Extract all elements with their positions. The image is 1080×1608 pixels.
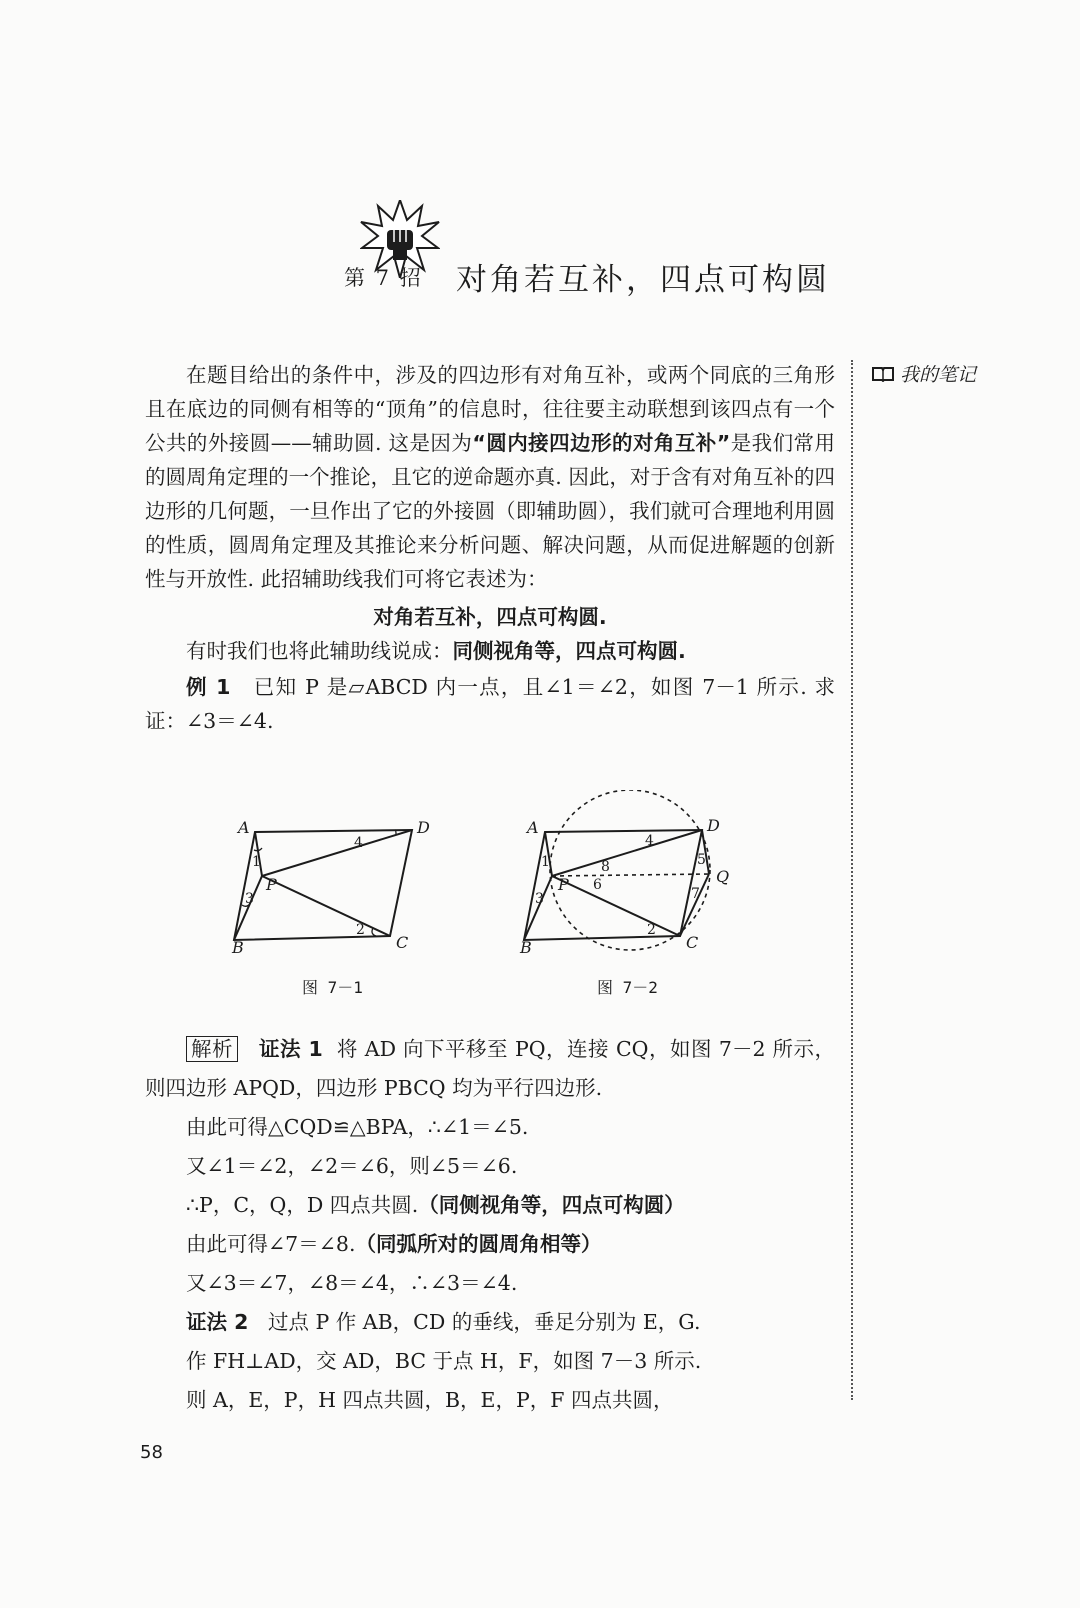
solution-line-4-text: ∴P，C，Q，D 四点共圆.: [186, 1193, 419, 1217]
label-p: P: [266, 875, 277, 894]
angle-label-1: 1: [541, 854, 550, 870]
segment-pd: [552, 830, 702, 876]
solution-line-2: 由此可得△CQD≌△BPA，∴∠1＝∠5.: [186, 1115, 529, 1139]
angle-label-5: 5: [697, 852, 706, 868]
solution-line-9: 则 A，E，P，H 四点共圆，B，E，P，F 四点共圆，: [186, 1388, 674, 1412]
label-b: B: [232, 938, 244, 957]
motto: 对角若互补，四点可构圆.: [373, 605, 607, 629]
segment-bp: [524, 876, 552, 940]
alt-prefix: 有时我们也将此辅助线说成：: [186, 639, 453, 663]
solution-line-7: 过点 P 作 AB，CD 的垂线，垂足分别为 E，G.: [267, 1310, 701, 1334]
solution-line-1: 将 AD 向下平移至 PQ，连接 CQ，如图 7－2 所示，则四边形 APQD，四边形 PBCQ 均为平行四边形.: [145, 1037, 835, 1100]
angle-label-2: 2: [647, 922, 656, 938]
solution-section: [145, 1030, 835, 1420]
intro-emphasis: “圆内接四边形的对角互补”: [472, 431, 731, 455]
chapter-title: 对角若互补，四点可构圆: [456, 262, 830, 298]
angle-4-arc: [395, 830, 396, 834]
label-p: P: [558, 875, 569, 894]
example-text: 已知 P 是▱ABCD 内一点，且∠1＝∠2，如图 7－1 所示. 求证：∠3＝∠4.: [145, 675, 835, 733]
solution-line-5: [145, 1225, 835, 1264]
page-number: 58: [140, 1442, 163, 1463]
label-c: C: [686, 933, 699, 952]
angle-label-4: 4: [645, 833, 654, 849]
book-icon: [872, 366, 894, 382]
label-d: D: [417, 818, 430, 837]
segment-pc: [552, 876, 680, 936]
solution-line-5-text: 由此可得∠7＝∠8.: [186, 1232, 356, 1256]
label-b: B: [520, 938, 532, 957]
intro-section: [145, 358, 835, 738]
segment-bp: [234, 876, 262, 940]
segment-pd: [262, 830, 412, 876]
example-label: 例 1: [186, 675, 231, 699]
label-q: Q: [716, 867, 730, 886]
angle-label-3: 3: [535, 891, 544, 907]
figure-7-2-caption: 图 7－2: [597, 978, 658, 997]
margin-divider: [851, 360, 853, 1400]
solution-line-6: 又∠3＝∠7，∠8＝∠4，∴∠3＝∠4.: [186, 1271, 518, 1295]
figure-7-1: [225, 815, 440, 960]
angle-label-6: 6: [593, 877, 602, 893]
solution-line-5-note: （同弧所对的圆周角相等）: [355, 1232, 602, 1256]
solution-line-4-note: （同侧视角等，四点可构圆）: [418, 1193, 685, 1217]
method-1-label: 证法 1: [258, 1037, 323, 1061]
alt-statement: [145, 634, 835, 668]
notes-label: 我的笔记: [900, 364, 977, 386]
segment-cq: [680, 874, 709, 936]
parallelogram-abcd: [234, 830, 412, 940]
solution-line-3: 又∠1＝∠2，∠2＝∠6，则∠5＝∠6.: [186, 1154, 518, 1178]
example-1: [145, 670, 835, 738]
intro-text: 在题目给出的条件中，涉及的四边形有对角互补，或两个同底的三角形且在底边的同侧有相等的“顶角”的信息时，往往要主动联想到该四点有一个公共的外接圆——辅助圆. 这是因为: [145, 363, 835, 455]
angle-label-3: 3: [245, 891, 254, 907]
angle-label-4: 4: [354, 835, 363, 851]
solution-method-1: [145, 1030, 835, 1108]
angle-label-2: 2: [356, 922, 365, 938]
intro-text-tail: 是我们常用的圆周角定理的一个推论，且它的逆命题亦真. 因此，对于含有对角互补的四边形的几何题，一旦作出了它的外接圆（即辅助圆），我们就可合理地利用圆的性质，圆周角定理及其推论来分析问题、解决问题，从而促进解题的创新性与开放性. 此招辅助线我们可将它表述为：: [145, 431, 835, 591]
segment-pc: [262, 876, 390, 936]
chapter-number: 第 7 招: [344, 266, 423, 290]
angle-label-8: 8: [601, 859, 610, 875]
label-d: D: [707, 816, 720, 835]
alt-motto: 同侧视角等，四点可构圆.: [452, 639, 686, 663]
intro-paragraph: [145, 358, 835, 596]
label-a: A: [527, 818, 539, 837]
label-a: A: [238, 818, 250, 837]
solution-method-2: [145, 1303, 835, 1342]
angle-label-1: 1: [252, 854, 261, 870]
figure-7-1-caption: 图 7－1: [302, 978, 363, 997]
notes-header: [872, 360, 976, 387]
segment-pq: [552, 874, 709, 876]
figure-7-2: [515, 790, 740, 960]
angle-label-7: 7: [691, 886, 700, 902]
solution-tag: 解析: [186, 1036, 238, 1062]
solution-line-8: 作 FH⊥AD，交 AD，BC 于点 H，F，如图 7－3 所示.: [186, 1349, 702, 1373]
method-2-label: 证法 2: [186, 1310, 249, 1334]
solution-line-4: [145, 1186, 835, 1225]
label-c: C: [396, 933, 409, 952]
